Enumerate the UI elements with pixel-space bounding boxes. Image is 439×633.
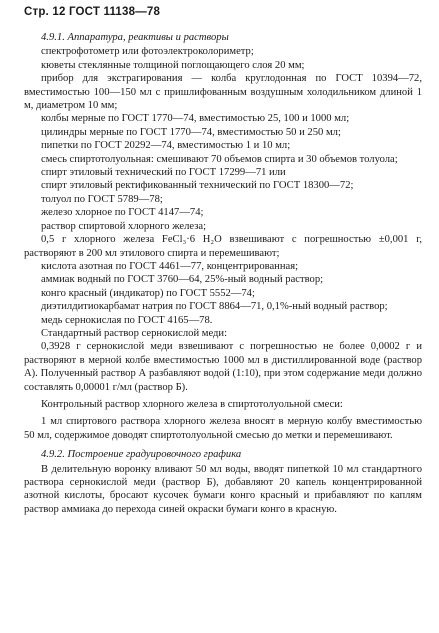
page-header: Стр. 12 ГОСТ 11138—78 xyxy=(24,6,161,18)
paragraph: кюветы стеклянные толщиной поглощающего слоя 20 мм; xyxy=(41,59,305,71)
paragraph: 1 мл спиртового раствора хлорного железа вносят в мерную колбу вместимостью 50 мл, содержимое доводят спиртотолуольной смесью до метки и перемешивают. xyxy=(24,416,422,441)
paragraph: пипетки по ГОСТ 20292—74, вместимостью 1 и 10 мл; xyxy=(41,140,291,152)
paragraph: медь сернокислая по ГОСТ 4165—78. xyxy=(41,314,213,326)
paragraph: 0,3928 г сернокислой меди взвешивают с погрешностью не более 0,0002 г и растворяют в мерной колбе вместимостью 1000 мл в дистиллированной воде (раствор А). Полученный раствор А разбавляют водой (1:10), при этом содержание меди должно составлять 0,00001 г/мл (раствор Б). xyxy=(24,341,422,393)
paragraph: смесь спиртотолуольная: смешивают 70 объемов спирта и 30 объемов толуола; xyxy=(41,153,398,165)
paragraph: Стандартный раствор сернокислой меди: xyxy=(41,327,228,339)
paragraph: 0,5 г хлорного железа FeCl₃·6 H₂O взвешивают с погрешностью ±0,001 г, растворяют в 200 мл этилового спирта и перемешивают; xyxy=(24,234,422,259)
section-heading-graph: 4.9.2. Построение градуировочного графика xyxy=(41,449,242,461)
paragraph: прибор для экстрагирования — колба круглодонная по ГОСТ 10394—72, вместимостью 100—150 мл с пришлифованным воздушным холодильником длиной 1 м, диаметром 10 мм; xyxy=(24,73,422,112)
paragraph: цилиндры мерные по ГОСТ 1770—74, вместимостью 50 и 250 мл; xyxy=(41,126,341,138)
paragraph: кислота азотная по ГОСТ 4461—77, концентрированная; xyxy=(41,260,299,272)
paragraph: диэтилдитиокарбамат натрия по ГОСТ 8864—71, 0,1%-ный водный раствор; xyxy=(41,301,388,313)
paragraph: В делительную воронку вливают 50 мл воды, вводят пипеткой 10 мл стандартного раствора сернокислой меди (раствор Б), добавляют 20 капель концентрированной азотной кислоты, бросают кусочек бумаги конго красный и прибавляют по каплям раствор аммиака до перехода синей окраски бумаги конго в красную. xyxy=(24,463,422,515)
paragraph: Контрольный раствор хлорного железа в спиртотолуольной смеси: xyxy=(41,398,343,410)
section-heading-aparatura: 4.9.1. Аппаратура, реактивы и растворы xyxy=(41,32,229,43)
paragraph: спектрофотометр или фотоэлектроколориметр; xyxy=(41,46,254,58)
document-body xyxy=(24,29,422,516)
paragraph: раствор спиртовой хлорного железа; xyxy=(41,220,207,232)
paragraph: железо хлорное по ГОСТ 4147—74; xyxy=(41,207,204,219)
paragraph: спирт этиловый технический по ГОСТ 17299—71 или xyxy=(41,167,286,179)
paragraph: толуол по ГОСТ 5789—78; xyxy=(41,193,163,205)
paragraph: спирт этиловый ректификованный технический по ГОСТ 18300—72; xyxy=(41,180,354,192)
paragraph: конго красный (индикатор) по ГОСТ 5552—74; xyxy=(41,287,255,299)
paragraph: аммиак водный по ГОСТ 3760—64, 25%-ный водный раствор; xyxy=(41,274,324,286)
paragraph: колбы мерные по ГОСТ 1770—74, вместимостью 25, 100 и 1000 мл; xyxy=(41,113,350,125)
